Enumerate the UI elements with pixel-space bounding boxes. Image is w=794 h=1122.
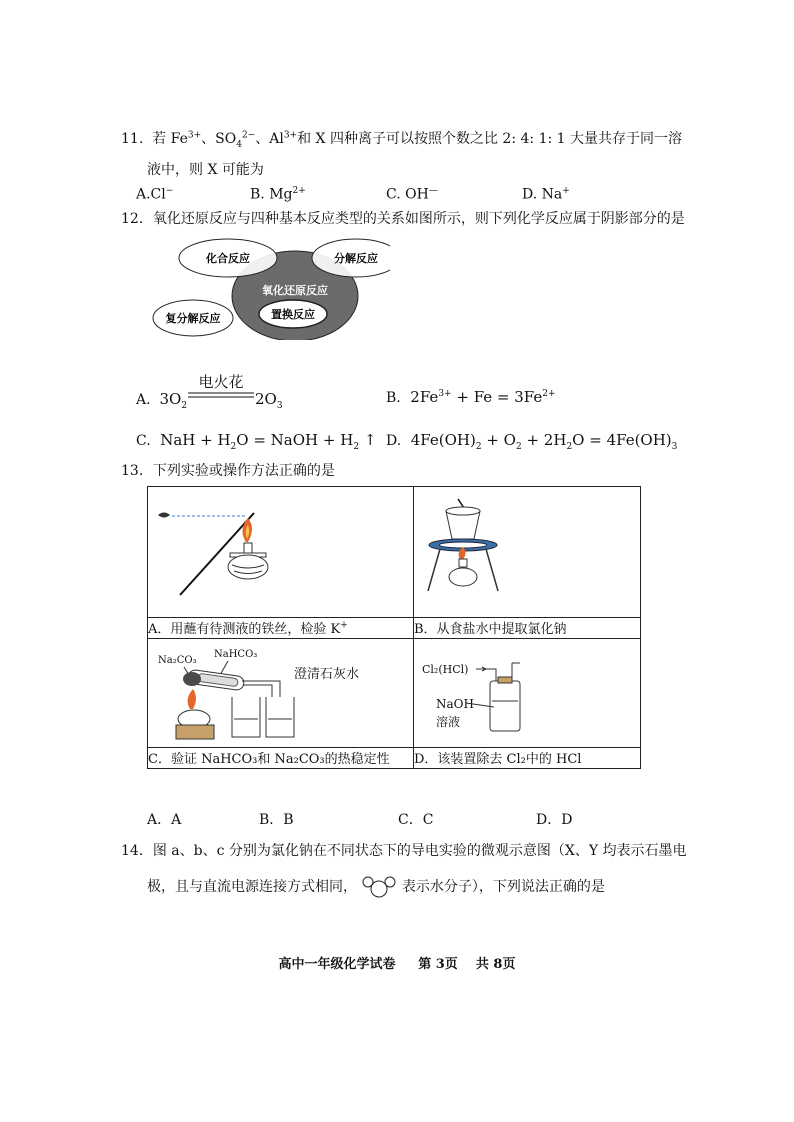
q13-caption-d: D．该装置除去 Cl₂中的 HCl bbox=[414, 748, 641, 769]
q13-caption-a: A．用蘸有待测液的铁丝，检验 K+ bbox=[148, 618, 414, 639]
q13-image-c-cell bbox=[148, 639, 414, 748]
venn-displacement-label: 置换反应 bbox=[271, 308, 315, 321]
label-limewater: 澄清石灰水 bbox=[294, 667, 360, 682]
q12-a-condition: 电火花 bbox=[198, 373, 244, 391]
venn-combination-label: 化合反应 bbox=[206, 252, 250, 265]
q12-option-b[interactable]: B. $2Fe^{3+} + Fe = 3Fe^{2+}$ bbox=[386, 388, 556, 406]
q11-stem-line2: 液中，则 X 可能为 bbox=[147, 162, 264, 178]
q13-option-a[interactable]: A．A bbox=[147, 812, 182, 828]
q13-image-b-cell bbox=[414, 487, 641, 618]
label-gas: Cl₂(HCl) bbox=[422, 663, 469, 676]
q14-stem-line2: 极，且与直流电源连接方式相同， 表示水分子），下列说法正确的是 bbox=[147, 876, 605, 898]
thermal-stability-illustration bbox=[148, 639, 413, 747]
q12-option-d[interactable]: D. $4Fe(OH)_2 + O_2 + 2H_2O = 4Fe(OH)_3$ bbox=[386, 431, 678, 452]
q13-image-d-cell bbox=[414, 639, 641, 748]
reaction-venn-diagram bbox=[150, 236, 390, 340]
label-na2co3: Na₂CO₃ bbox=[158, 655, 197, 666]
q12-option-a[interactable]: A. $3O_2$ bbox=[136, 390, 188, 411]
q13-option-d[interactable]: D．D bbox=[536, 812, 573, 828]
venn-double-decomposition-label: 复分解反应 bbox=[165, 312, 221, 325]
q11-stem-line1: 11. 若 $Fe^{3+}$、$SO_4^{2-}$、$Al^{3+}$和 X 四种离子可以按照个数之比 2: 4: 1: 1 大量共存于同一溶 bbox=[121, 130, 683, 150]
q13-stem: 13．下列实验或操作方法正确的是 bbox=[121, 463, 335, 479]
q11-option-d[interactable]: D. Na+ bbox=[522, 186, 570, 203]
page-footer: 高中一年级化学试卷 第 3页 共 8页 bbox=[278, 957, 516, 972]
water-molecule-icon bbox=[361, 876, 397, 898]
q13-caption-c: C．验证 NaHCO₃和 Na₂CO₃的热稳定性 bbox=[148, 748, 414, 769]
q13-experiment-table bbox=[147, 486, 641, 769]
q13-option-c[interactable]: C．C bbox=[398, 812, 434, 828]
evaporation-illustration bbox=[414, 487, 640, 613]
q13-option-b[interactable]: B．B bbox=[259, 812, 294, 828]
gas-washing-bottle-illustration bbox=[414, 639, 640, 747]
q14-stem-line1: 14．图 a、b、c 分别为氯化钠在不同状态下的导电实验的微观示意图（X、Y 均表示石墨电 bbox=[121, 843, 687, 859]
q12-option-c[interactable]: C. NaH + $H_2O$ = NaOH + $H_2$ ↑ bbox=[136, 431, 377, 452]
q12-a-equals-bar bbox=[188, 391, 254, 399]
q12-stem: 12．氧化还原反应与四种基本反应类型的关系如图所示，则下列化学反应属于阴影部分的是 bbox=[121, 211, 685, 227]
venn-decomposition-label: 分解反应 bbox=[334, 252, 378, 265]
q11-option-a[interactable]: A.Cl− bbox=[136, 186, 174, 203]
q12-a-product: $2O_3$ bbox=[255, 390, 283, 411]
flame-test-illustration bbox=[148, 487, 413, 613]
venn-redox-label: 氧化还原反应 bbox=[262, 284, 328, 297]
label-solution: 溶液 bbox=[436, 715, 461, 729]
q13-image-a-cell bbox=[148, 487, 414, 618]
q11-option-b[interactable]: B. $Mg^{2+}$ bbox=[250, 186, 306, 203]
q13-caption-b: B．从食盐水中提取氯化钠 bbox=[414, 618, 641, 639]
label-naoh: NaOH bbox=[436, 697, 474, 711]
label-nahco3: NaHCO₃ bbox=[214, 649, 258, 660]
q11-option-c[interactable]: C. OH— bbox=[386, 186, 438, 203]
